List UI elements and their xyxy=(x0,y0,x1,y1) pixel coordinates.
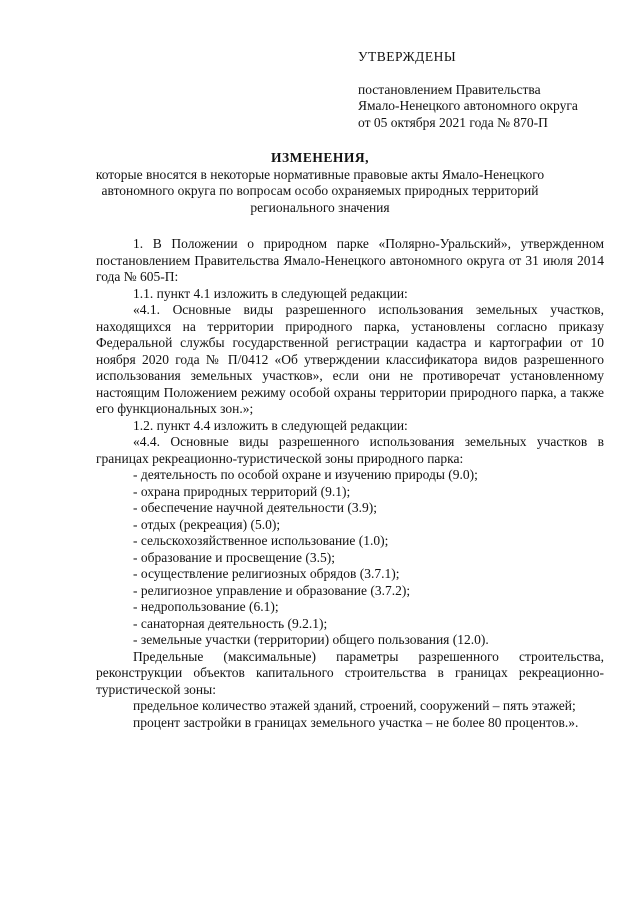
document-body xyxy=(96,236,604,731)
document-subtitle: которые вносятся в некоторые нормативные правовые акты Ямало-Ненецкого автономного округа по вопросам особо охраняемых природных территорий регионального значения xyxy=(95,166,545,215)
document-title-block xyxy=(80,150,560,216)
approval-block xyxy=(358,49,578,131)
paragraph-1-1: 1.1. пункт 4.1 изложить в следующей редакции: xyxy=(133,285,408,301)
approval-line-3: от 05 октября 2021 года № 870-П xyxy=(358,114,548,130)
paragraph-1: 1. В Положении о природном парке «Полярно-Уральский», утвержденном постановлением Правительства Ямало-Ненецкого автономного округа от 31 июля 2014 года № 605-П: xyxy=(96,236,604,284)
list-item: - образование и просвещение (3.5); xyxy=(133,549,335,565)
list-item: - религиозное управление и образование (3.7.2); xyxy=(133,582,411,598)
list-item: - сельскохозяйственное использование (1.0); xyxy=(133,533,389,548)
land-use-list xyxy=(96,467,604,649)
paragraph-1-2: 1.2. пункт 4.4 изложить в следующей редакции: xyxy=(133,417,408,433)
list-item: - отдых (рекреация) (5.0); xyxy=(133,516,281,532)
paragraph-4-1-text: «4.1. Основные виды разрешенного использования земельных участков, находящихся на территории природного парка, установлены согласно приказу Федеральной службы государственной регистрации кадастра и картографии от 10 ноября 2020 года № П/0412 «Об утверждении классификатора видов разрешенного использования земельных участков», если они не противоречат установленному настоящим Положением режиму особой охраны территории природного парка, а также его функциональных зон.»; xyxy=(96,302,604,416)
list-item: - осуществление религиозных обрядов (3.7.1); xyxy=(133,566,400,581)
list-item: - охрана природных территорий (9.1); xyxy=(133,483,351,499)
document-title: ИЗМЕНЕНИЯ, xyxy=(270,150,369,165)
approval-line-1: постановлением Правительства xyxy=(358,81,541,97)
list-item: - обеспечение научной деятельности (3.9); xyxy=(133,500,378,515)
paragraph-limits: Предельные (максимальные) параметры разрешенного строительства, реконструкции объектов капитального строительства в границах рекреационно-туристической зоны: xyxy=(96,648,604,697)
list-item: - недропользование (6.1); xyxy=(133,599,279,614)
approval-heading: УТВЕРЖДЕНЫ xyxy=(358,49,457,64)
paragraph-floors: предельное количество этажей зданий, строений, сооружений – пять этажей; xyxy=(133,698,576,713)
approval-line-2: Ямало-Ненецкого автономного округа xyxy=(358,98,578,113)
list-item: - земельные участки (территории) общего пользования (12.0). xyxy=(133,632,489,647)
list-item: - деятельность по особой охране и изучению природы (9.0); xyxy=(133,467,478,482)
paragraph-4-4-text: «4.4. Основные виды разрешенного использования земельных участков в границах рекреационно-туристической зоны природного парка: xyxy=(96,434,604,466)
paragraph-coverage: процент застройки в границах земельного участка – не более 80 процентов.». xyxy=(133,714,579,730)
list-item: - санаторная деятельность (9.2.1); xyxy=(133,615,328,631)
